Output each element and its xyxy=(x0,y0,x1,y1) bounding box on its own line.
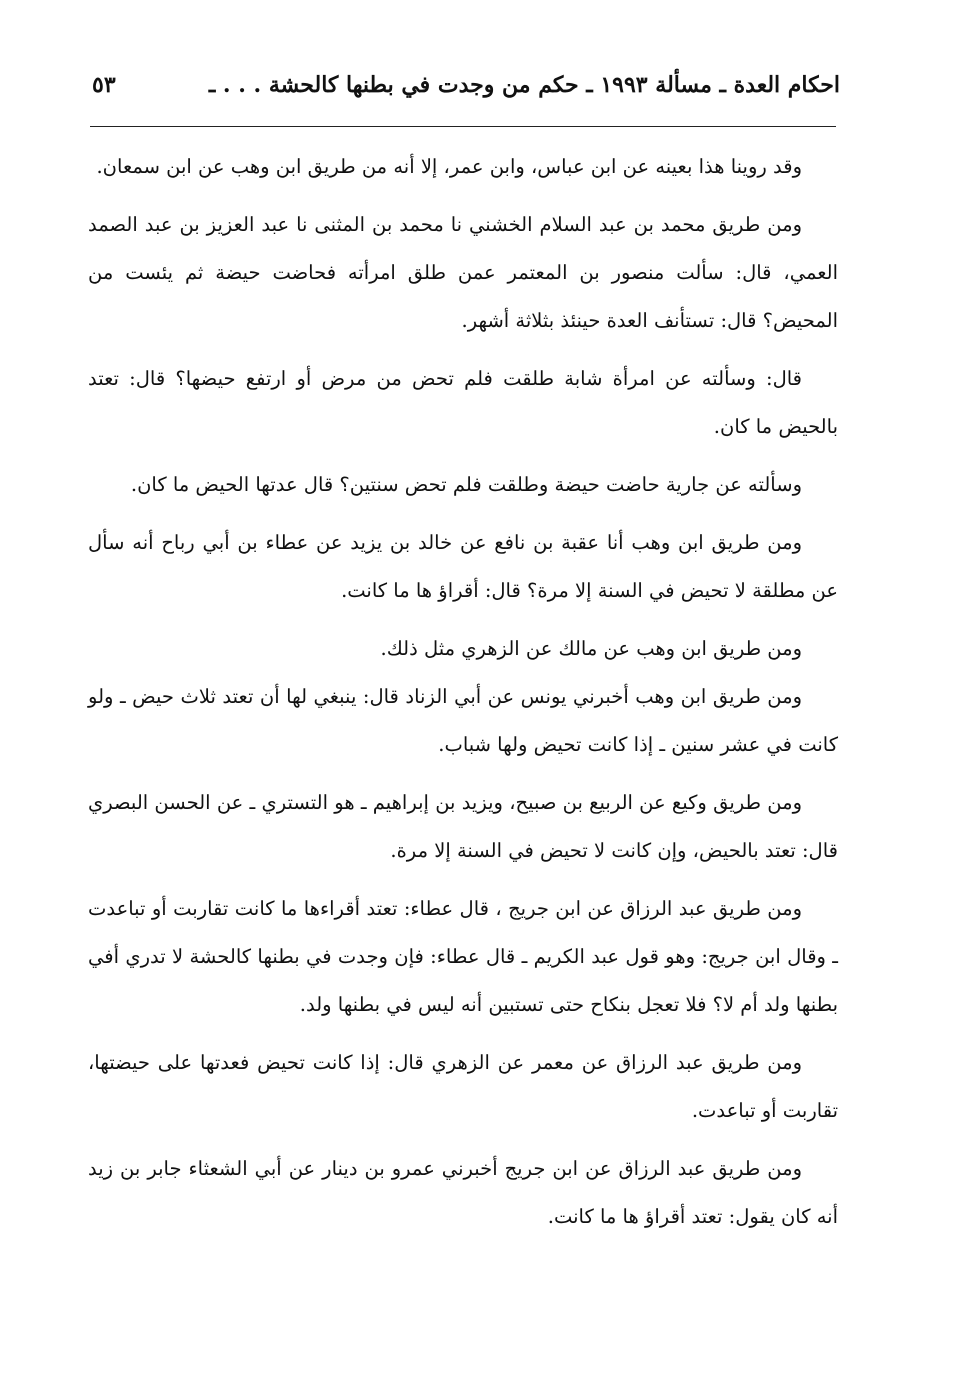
paragraph: ومن طريق عبد الرزاق عن معمر عن الزهري قال: إذا كانت تحيض فعدتها على حيضتها، تقاربت أو تباعدت. xyxy=(88,1051,838,1122)
body-text xyxy=(88,143,838,1251)
page-header xyxy=(88,72,840,112)
running-title: احكام العدة ـ مسألة ١٩٩٣ ـ حكم من وجدت في بطنها كالحشة . . . ـ xyxy=(208,72,840,98)
paragraph: ومن طريق وكيع عن الربيع بن صبيح، ويزيد بن إبراهيم ـ هو التستري ـ عن الحسن البصري قال: تعتد بالحيض، وإن كانت لا تحيض في السنة إلا مرة. xyxy=(88,791,838,862)
header-divider xyxy=(90,126,836,127)
paragraph: قال: وسألته عن امرأة شابة طلقت فلم تحض من مرض أو ارتفع حيضها؟ قال: تعتد بالحيض ما كان. xyxy=(88,367,838,438)
page-number: ٥٣ xyxy=(92,72,116,98)
paragraph: وقد روينا هذا بعينه عن ابن عباس، وابن عمر، إلا أنه من طريق ابن وهب عن ابن سمعان. xyxy=(96,155,802,178)
paragraph: وسألته عن جارية حاضت حيضة وطلقت فلم تحض سنتين؟ قال عدتها الحيض ما كان. xyxy=(130,473,802,496)
paragraph: ومن طريق ابن وهب أخبرني يونس عن أبي الزناد قال: ينبغي لها أن تعتد ثلاث حيض ـ ولو كانت في عشر سنين ـ إذا كانت تحيض ولها شباب. xyxy=(88,685,838,756)
paragraph: ومن طريق ابن وهب أنا عقبة بن نافع عن خالد بن يزيد عن عطاء بن أبي رباح أنه سأل عن مطلقة لا تحيض في السنة إلا مرة؟ قال: أقراؤ ها ما كانت. xyxy=(88,531,838,602)
paragraph: ومن طريق ابن وهب عن مالك عن الزهري مثل ذلك. xyxy=(380,637,802,660)
paragraph: ومن طريق عبد الرزاق عن ابن جريج ، قال عطاء: تعتد أقراءها ما كانت تقاربت أو تباعدت ـ وقال ابن جريج: وهو قول عبد الكريم ـ قال عطاء: فإن وجدت في بطنها كالحشة لا تدري أفي بطنها ولد أم لا؟ فلا تعجل بنكاح حتى تستبين أنه ليس في بطنها ولد. xyxy=(88,897,838,1016)
paragraph: ومن طريق محمد بن عبد السلام الخشني نا محمد بن المثنى نا عبد العزيز بن عبد الصمد العمي، قال: سألت منصور بن المعتمر عمن طلق امرأته فحاضت حيضة ثم يئست من المحيض؟ قال: تستأنف العدة حينئذ بثلاثة أشهر. xyxy=(88,213,838,332)
paragraph: ومن طريق عبد الرزاق عن ابن جريج أخبرني عمرو بن دينار عن أبي الشعثاء جابر بن زيد أنه كان يقول: تعتد أقراؤ ها ما كانت. xyxy=(88,1157,838,1228)
